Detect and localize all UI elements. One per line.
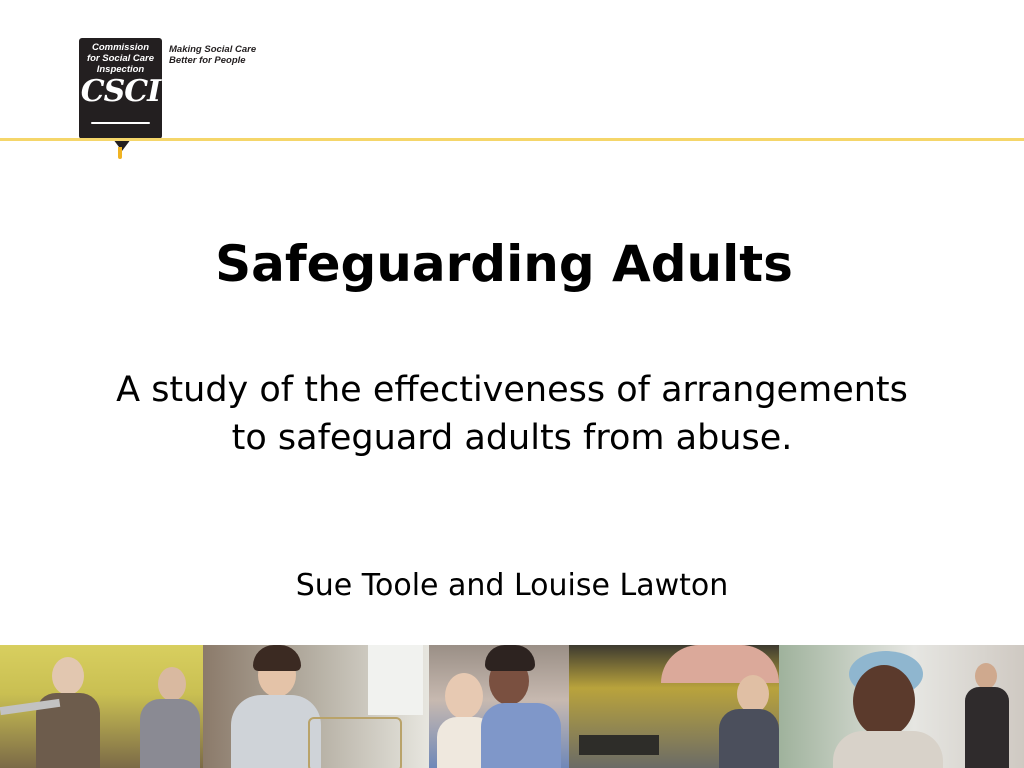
logo-line-social-care: for Social Care — [86, 53, 155, 64]
tagline-line-1: Making Social Care — [169, 44, 257, 55]
photo-two-older-men-smiling — [0, 645, 203, 768]
csci-logo — [79, 38, 162, 139]
logo-line-commission: Commission — [91, 42, 149, 53]
logo-pointer-tip — [118, 147, 122, 159]
header-rule — [0, 138, 1024, 141]
photo-strip — [0, 645, 1024, 768]
photo-woman-with-birdcage — [203, 645, 429, 768]
slide-title: Safeguarding Adults — [215, 235, 793, 293]
photo-older-couple-embracing — [429, 645, 569, 768]
logo-tagline — [169, 44, 256, 66]
logo-line-inspection: Inspection — [96, 64, 145, 75]
tagline-line-2: Better for People — [169, 55, 246, 66]
logo-underline — [91, 122, 150, 124]
photo-man-under-umbrella — [569, 645, 779, 768]
slide-authors: Sue Toole and Louise Lawton — [295, 568, 729, 603]
logo-mark: CSCI — [80, 74, 161, 109]
slide-subtitle: A study of the effectiveness of arrangements to safeguard adults from abuse. — [116, 370, 908, 458]
photo-smiling-woman-headscarf — [779, 645, 1024, 768]
